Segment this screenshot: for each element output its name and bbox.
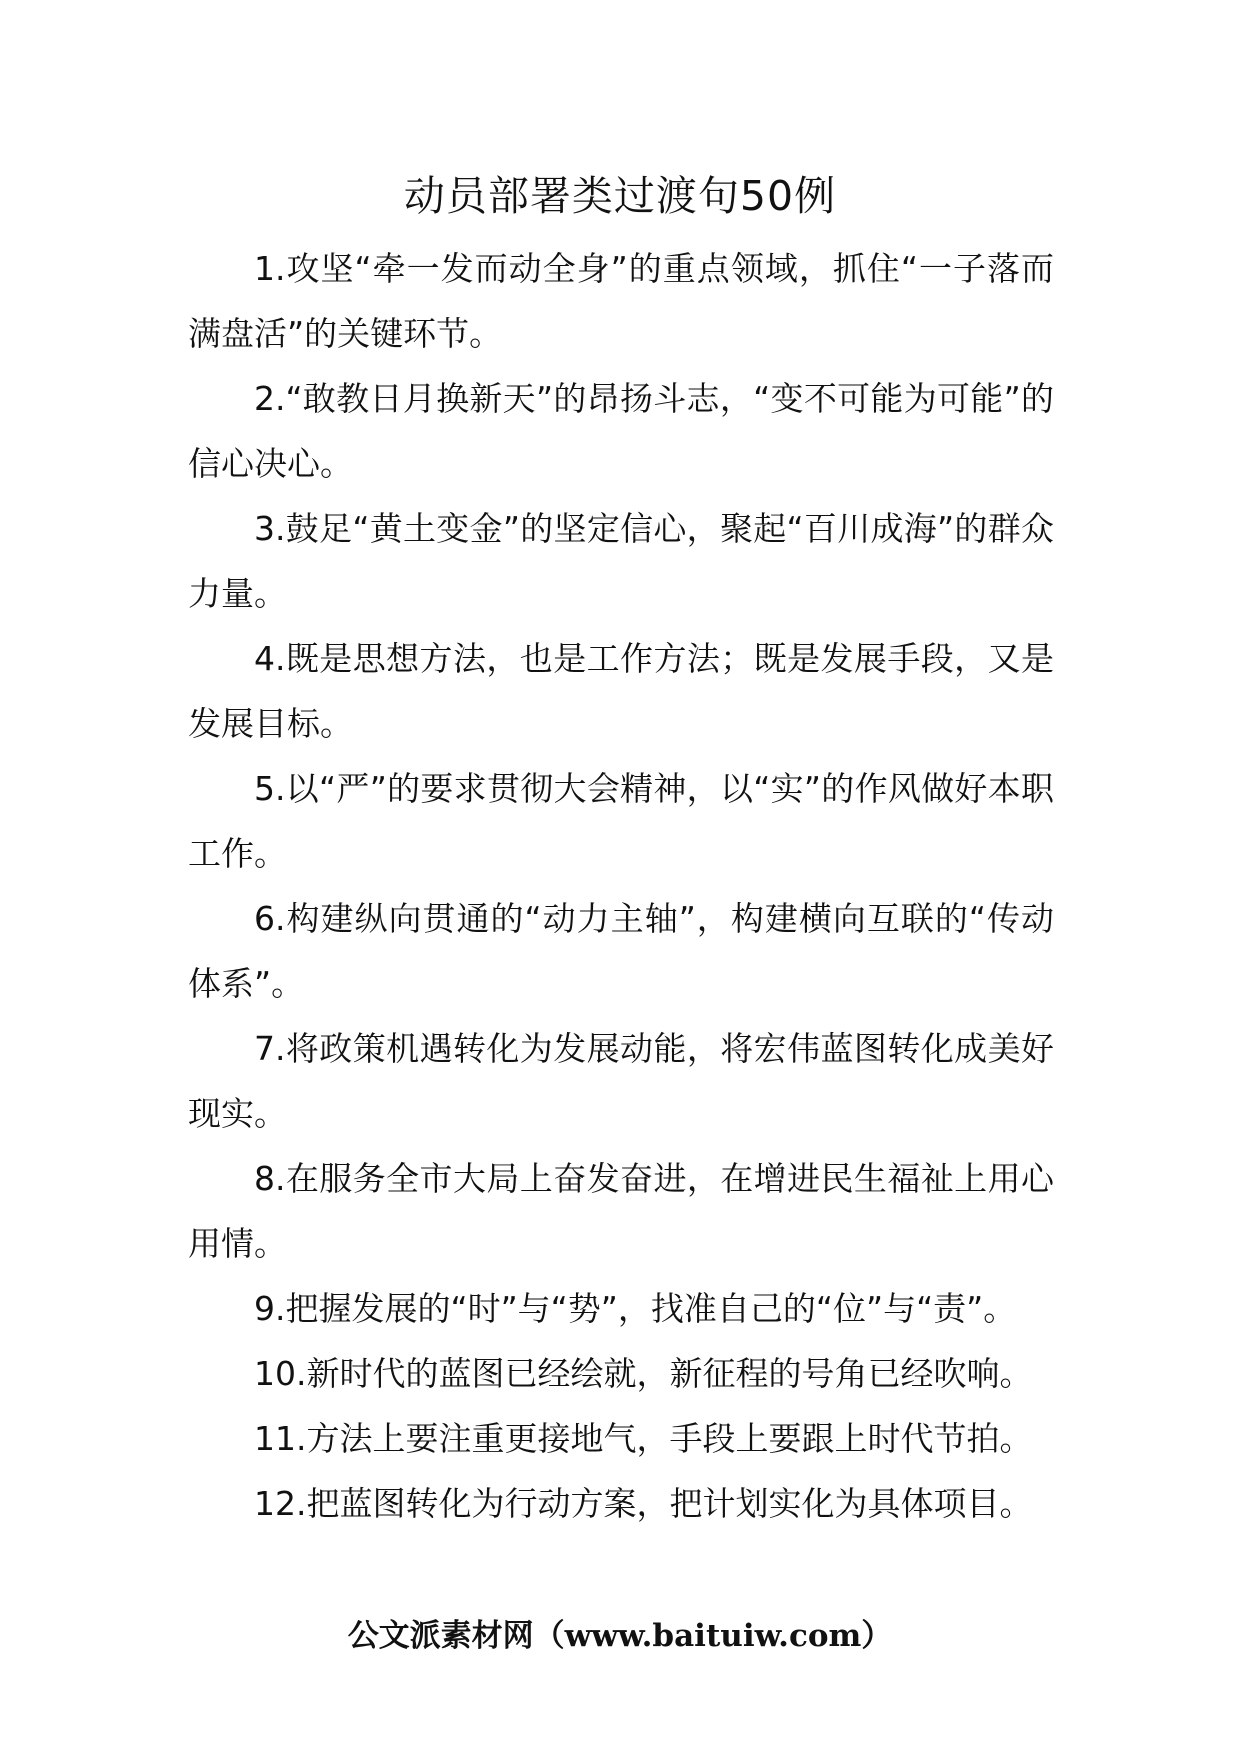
list-item: 9.把握发展的“时”与“势”，找准自己的“位”与“责”。 [254,1289,1017,1328]
list-item: 4.既是思想方法，也是工作方法；既是发展手段，又是发展目标。 [188,639,1054,743]
source-footer: 公文派素材网（www.baituiw.com） [347,1618,893,1654]
document-title: 动员部署类过渡句50例 [403,172,837,220]
list-item: 7.将政策机遇转化为发展动能，将宏伟蓝图转化成美好现实。 [188,1029,1054,1133]
list-item: 8.在服务全市大局上奋发奋进，在增进民生福祉上用心用情。 [188,1159,1054,1263]
list-item: 5.以“严”的要求贯彻大会精神，以“实”的作风做好本职工作。 [188,769,1054,873]
transition-sentence-list [188,236,1054,1536]
list-item: 3.鼓足“黄土变金”的坚定信心，聚起“百川成海”的群众力量。 [188,509,1054,613]
list-item: 1.攻坚“牵一发而动全身”的重点领域，抓住“一子落而满盘活”的关键环节。 [188,249,1054,353]
list-item: 11.方法上要注重更接地气，手段上要跟上时代节拍。 [254,1419,1033,1458]
list-item: 6.构建纵向贯通的“动力主轴”，构建横向互联的“传动体系”。 [188,899,1054,1003]
list-item: 2.“敢教日月换新天”的昂扬斗志，“变不可能为可能”的信心决心。 [188,379,1054,483]
list-item: 12.把蓝图转化为行动方案，把计划实化为具体项目。 [254,1484,1033,1523]
list-item: 10.新时代的蓝图已经绘就，新征程的号角已经吹响。 [254,1354,1033,1393]
